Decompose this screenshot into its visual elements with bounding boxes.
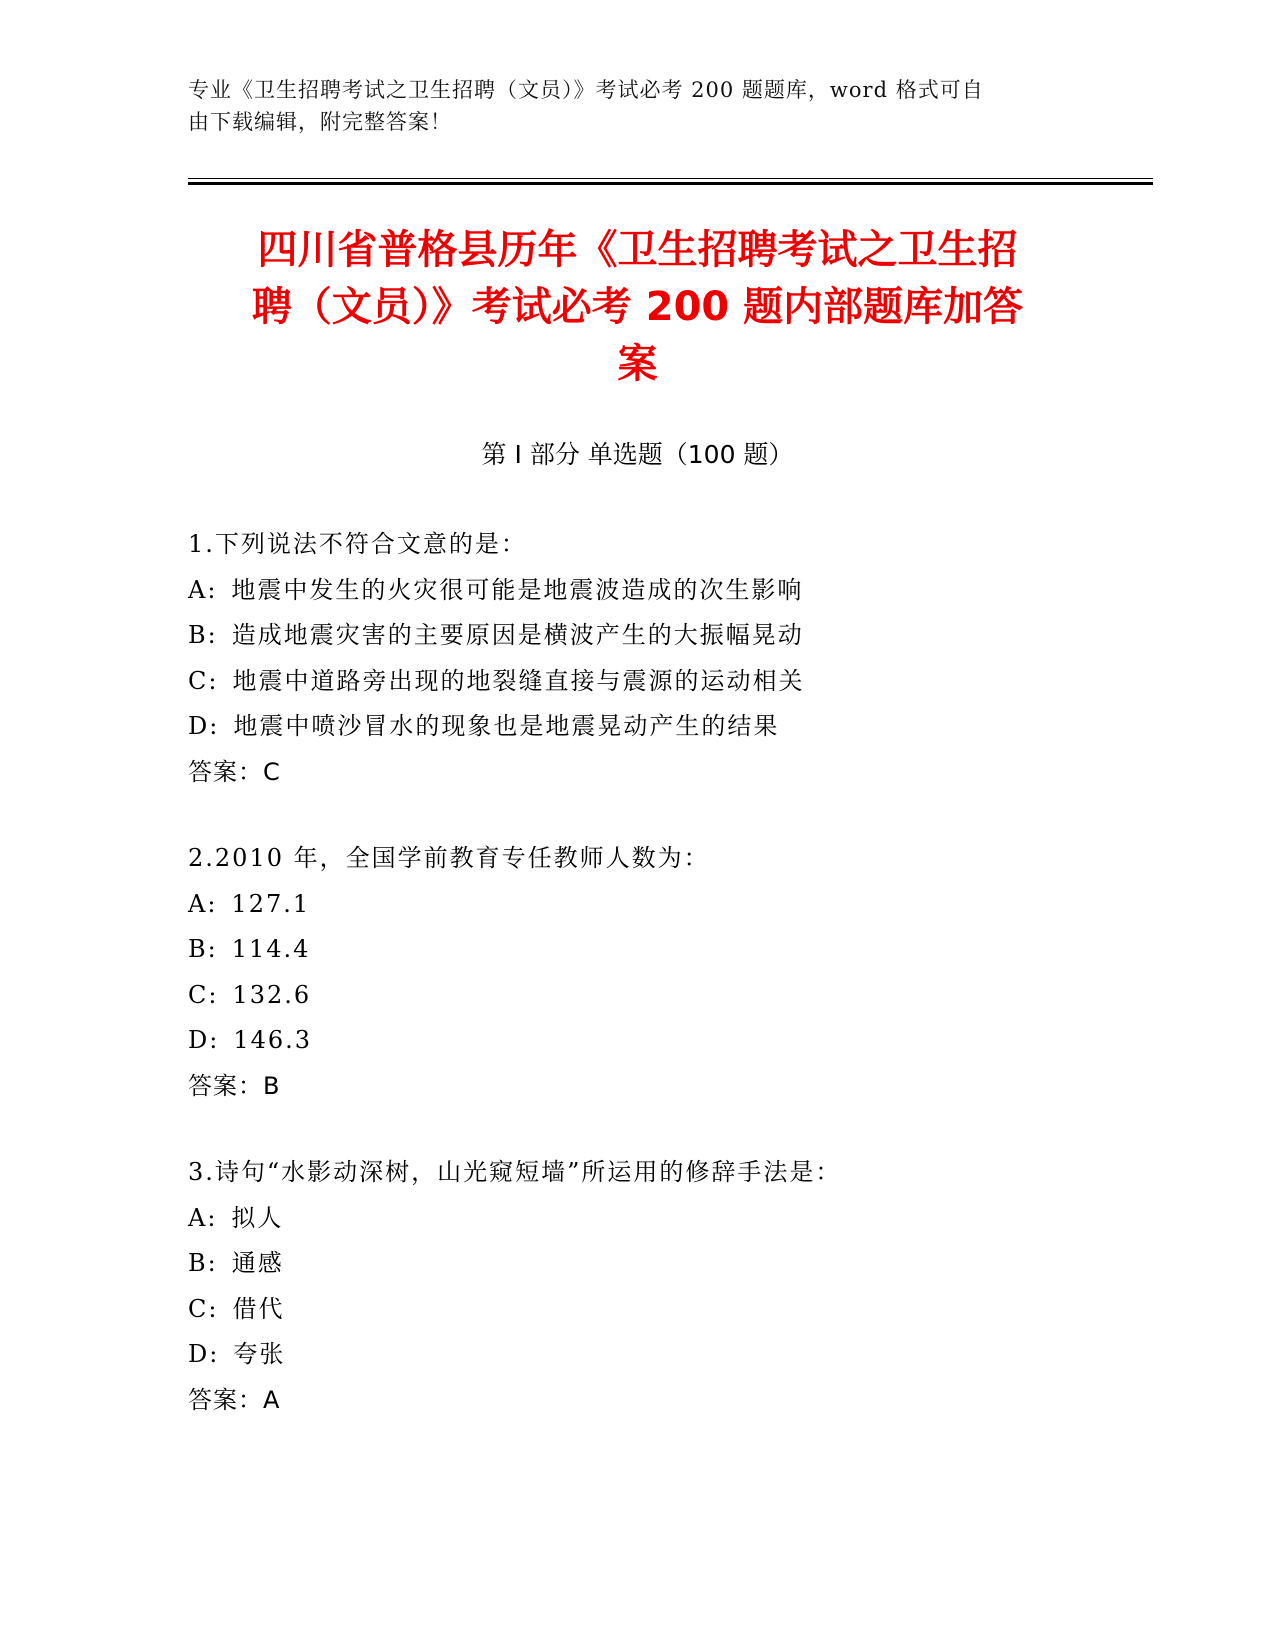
option-text: 造成地震灾害的主要原因是横波产生的大振幅晃动 [231, 621, 804, 649]
option-key: A: [188, 575, 218, 604]
option-text: 通感 [231, 1249, 284, 1277]
option-text: 127.1 [231, 889, 311, 918]
option-text: 地震中喷沙冒水的现象也是地震晃动产生的结果 [233, 712, 780, 740]
option-text: 拟人 [231, 1203, 284, 1232]
option-text: 146.3 [233, 1026, 313, 1054]
question-3 [188, 1150, 1108, 1423]
option-b [188, 927, 1108, 973]
option-d [188, 1332, 1108, 1378]
option-text: 夸张 [233, 1340, 286, 1368]
option-c [188, 659, 1108, 705]
header-divider-thick [188, 182, 1153, 185]
option-b [188, 613, 1108, 659]
question-stem: 2.2010 年，全国学前教育专任教师人数为： [188, 844, 710, 872]
question-2 [188, 836, 1108, 1109]
option-b [188, 1241, 1108, 1287]
header-note-line-1: 专业《卫生招聘考试之卫生招聘（文员）》考试必考 200 题题库，word 格式可自 [188, 78, 984, 102]
header-note [188, 74, 1088, 138]
header-note-line-2: 由下载编辑，附完整答案！ [188, 110, 452, 134]
option-key: D: [188, 1340, 220, 1368]
section-heading: 第 I 部分 单选题（100 题） [481, 440, 794, 469]
header-divider-thin [188, 178, 1153, 179]
option-a [188, 882, 1108, 928]
question-stem: 1.下列说法不符合文意的是： [188, 530, 527, 558]
option-text: 地震中道路旁出现的地裂缝直接与震源的运动相关 [232, 666, 805, 695]
option-c [188, 1287, 1108, 1333]
option-c [188, 973, 1108, 1019]
option-key: A: [188, 889, 218, 918]
option-key: A: [188, 1203, 218, 1232]
option-key: C: [188, 666, 219, 695]
option-a [188, 568, 1108, 614]
option-d [188, 1018, 1108, 1064]
option-key: B: [188, 621, 218, 649]
document-title [150, 222, 1125, 393]
document-title-line-1: 四川省普格县历年《卫生招聘考试之卫生招 [257, 227, 1018, 273]
answer-line: 答案：B [188, 1071, 281, 1100]
option-text: 借代 [232, 1294, 285, 1323]
option-key: D: [188, 712, 220, 740]
option-text: 132.6 [232, 980, 312, 1009]
question-1 [188, 522, 1108, 795]
option-text: 地震中发生的火灾很可能是地震波造成的次生影响 [231, 575, 804, 604]
option-d [188, 704, 1108, 750]
option-key: B: [188, 1249, 218, 1277]
option-key: C: [188, 980, 219, 1009]
option-key: D: [188, 1026, 220, 1054]
option-text: 114.4 [231, 935, 311, 963]
option-key: B: [188, 935, 218, 963]
question-stem: 3.诗句“水影动深树，山光窥短墙”所运用的修辞手法是： [188, 1158, 842, 1186]
option-a [188, 1196, 1108, 1242]
document-title-line-2: 聘（文员）》考试必考 200 题内部题库加答 [251, 284, 1024, 330]
document-title-line-3: 案 [617, 341, 658, 387]
answer-line: 答案：C [188, 757, 281, 786]
answer-line: 答案：A [188, 1385, 281, 1414]
option-key: C: [188, 1294, 219, 1323]
